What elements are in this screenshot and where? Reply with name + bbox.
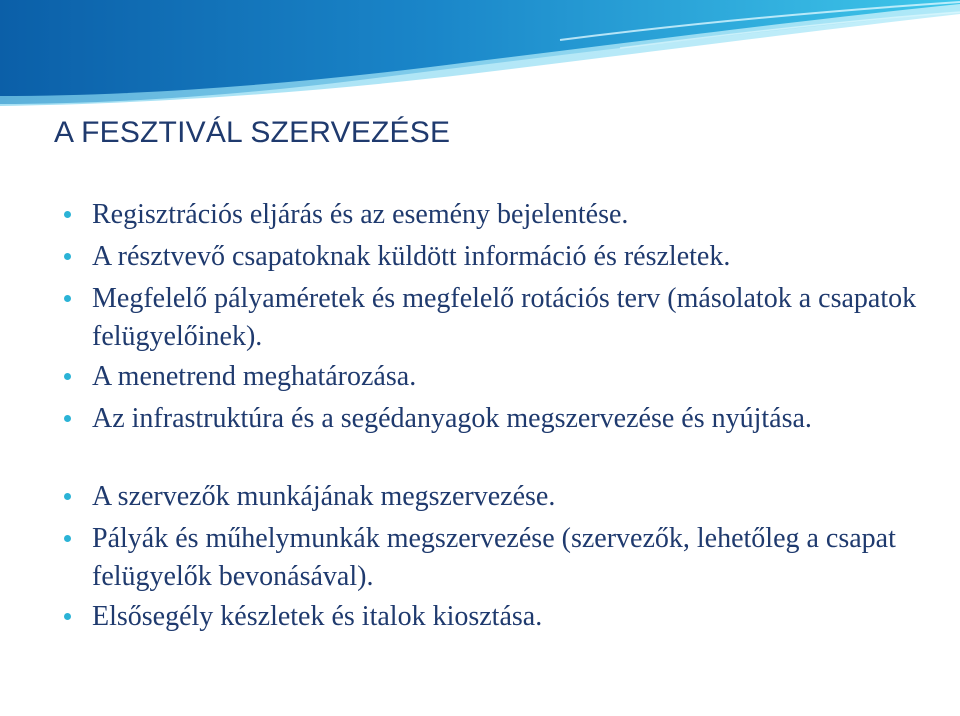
bullet-item xyxy=(62,280,942,356)
bullet-text: Megfelelő pályaméretek és megfelelő rotációs terv (másolatok a csapatok felügyelőinek). xyxy=(92,283,917,352)
bullet-dot-icon xyxy=(64,415,71,422)
bullet-text: Regisztrációs eljárás és az esemény bejelentése. xyxy=(92,199,629,230)
bullet-dot-icon xyxy=(64,211,71,218)
bullet-dot-icon xyxy=(64,373,71,380)
bullet-text: A szervezők munkájának megszervezése. xyxy=(92,481,556,512)
bullet-dot-icon xyxy=(64,613,71,620)
bullet-text: A menetrend meghatározása. xyxy=(92,361,417,392)
bullet-item xyxy=(62,478,942,516)
bullet-dot-icon xyxy=(64,253,71,260)
bullet-dot-icon xyxy=(64,535,71,542)
header-wave-banner xyxy=(0,0,960,120)
bullet-item xyxy=(62,520,942,596)
bullet-item xyxy=(62,358,942,396)
bullet-item xyxy=(62,196,942,234)
bullet-text: Elsősegély készletek és italok kiosztása. xyxy=(92,601,543,632)
bullet-dot-icon xyxy=(64,493,71,500)
bullet-item xyxy=(62,238,942,276)
bullet-item xyxy=(62,598,942,636)
bullet-text: Az infrastruktúra és a segédanyagok megszervezése és nyújtása. xyxy=(92,403,812,434)
bullet-item xyxy=(62,400,942,438)
bullet-text: A résztvevő csapatoknak küldött információ és részletek. xyxy=(92,241,731,272)
bullet-text: Pályák és műhelymunkák megszervezése (szervezők, lehetőleg a csapat felügyelők bevonásával). xyxy=(92,523,896,592)
bullet-dot-icon xyxy=(64,295,71,302)
slide-title: A FESZTIVÁL SZERVEZÉSE xyxy=(54,116,451,149)
